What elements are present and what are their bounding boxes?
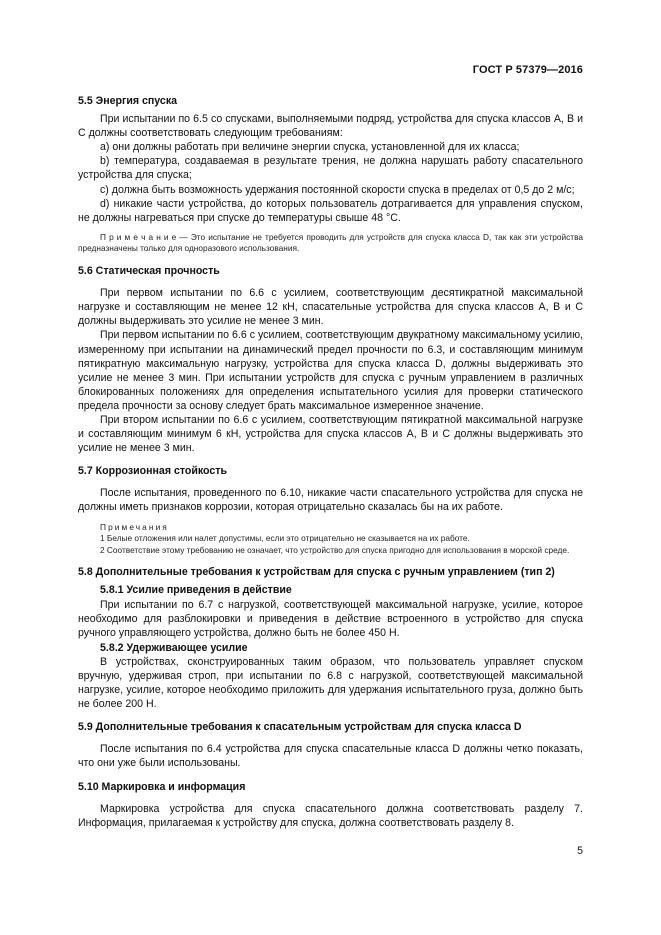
note-label: П р и м е ч а н и е	[100, 231, 177, 242]
section-5-5-intro: При испытании по 6.5 со спусками, выполняемыми подряд, устройства для спуска классов А, В и С должны соответствовать следующим требованиям:	[78, 113, 583, 140]
note-item: 1 Белые отложения или налет допустимы, если это отрицательно не сказывается на их работе.	[100, 533, 470, 544]
section-5-5-title: 5.5 Энергия спуска	[78, 95, 178, 107]
paragraph: При первом испытании по 6.6 с усилием, соответствующим десятикратной максимальной нагрузке и составляющим не менее 12 кН, спасательные устройства для спуска классов А, В и С должны выдерживать это усилие не менее 3 мин.	[78, 287, 583, 328]
section-5-10-title: 5.10 Маркировка и информация	[78, 780, 246, 793]
standard-code: ГОСТ Р 57379—2016	[472, 64, 583, 76]
page-content	[78, 88, 583, 830]
paragraph: После испытания по 6.4 устройства для спуска спасательные класса D должны четко показать, что они уже были использованы.	[78, 743, 583, 770]
section-5-6-title: 5.6 Статическая прочность	[78, 265, 220, 278]
notes-label: Примечания	[100, 521, 169, 532]
note-item: 2 Соответствие этому требованию не означает, что устройство для спуска пригодно для использования в морской среде.	[100, 544, 570, 555]
paragraph: Маркировка устройства для спуска спасательного должна соответствовать разделу 7. Информация, прилагаемая к устройству для спуска, должна соответствовать разделу 8.	[78, 802, 583, 829]
section-5-8-2-title: 5.8.2 Удерживающее усилие	[100, 641, 248, 654]
paragraph: При втором испытании по 6.6 с усилием, соответствующим пятикратной максимальной нагрузке и составляющим минимум 6 кН, устройства для спуска классов А, В и С должны выдерживать это усилие не менее 3 мин.	[78, 413, 583, 455]
paragraph: При испытании по 6.7 с нагрузкой, соответствующей максимальной нагрузке, усилие, которое необходимо для разблокировки и приведения в действие встроенного в устройство для спуска ручного управляющего устройства, должно быть не более 450 Н.	[78, 598, 583, 639]
list-item: d) никакие части устройства, до которых пользователь дотрагивается для управления спуском, не должны нагреваться при спуске до температуры свыше 48 °С.	[78, 197, 583, 224]
list-item: b) температура, создаваемая в результате трения, не должна нарушать работу спасательного устройства для спуска;	[78, 155, 583, 182]
section-5-8-1-title: 5.8.1 Усилие приведения в действие	[100, 584, 292, 597]
note-text: — Это испытание не требуется проводить для устройств для спуска класса D, так как эти устройства предназначены только для одноразового использования.	[78, 231, 584, 254]
note-5-5	[78, 232, 583, 255]
section-5-7-title: 5.7 Коррозионная стойкость	[78, 465, 227, 478]
paragraph: В устройствах, сконструированных таким образом, что пользователь управляет спуском вручную, удерживая строп, при испытании по 6.8 с нагрузкой, соответствующей максимальной нагрузке, усилие, которое необходимо приложить для удержания испытательного груза, должно быть не более 200 Н.	[78, 655, 583, 711]
paragraph: После испытания, проведенного по 6.10, никакие части спасательного устройства для спуска не должны иметь признаков коррозии, которая отрицательно сказалась бы на их работе.	[78, 487, 583, 514]
section-5-9-title: 5.9 Дополнительные требования к спасательным устройствам для спуска класса D	[78, 721, 522, 734]
list-item: а) они должны работать при величине энергии спуска, установленной для их класса;	[100, 141, 520, 154]
paragraph: При первом испытании по 6.6 с усилием, соответствующим двукратному максимальному усилию, измеренному при испытании на динамический предел прочности по 6.3, и составляющим минимум пятикратную максимальную нагрузку, устройства для спуска класса D, должны выдерживать это усилие не менее 3 мин. При испытании устройств для спуска с ручным управлением в различных блокированных положениях для определения испытательного усилия для проверки статического предела прочности за основу следует брать максимальное измеренное значение.	[78, 329, 583, 412]
page-number: 5	[577, 845, 583, 857]
list-item: с) должна быть возможность удержания постоянной скорости спуска в пределах от 0,5 до 2 м/с;	[100, 183, 575, 196]
section-5-8-title: 5.8 Дополнительные требования к устройствам для спуска с ручным управлением (тип 2)	[78, 566, 555, 579]
